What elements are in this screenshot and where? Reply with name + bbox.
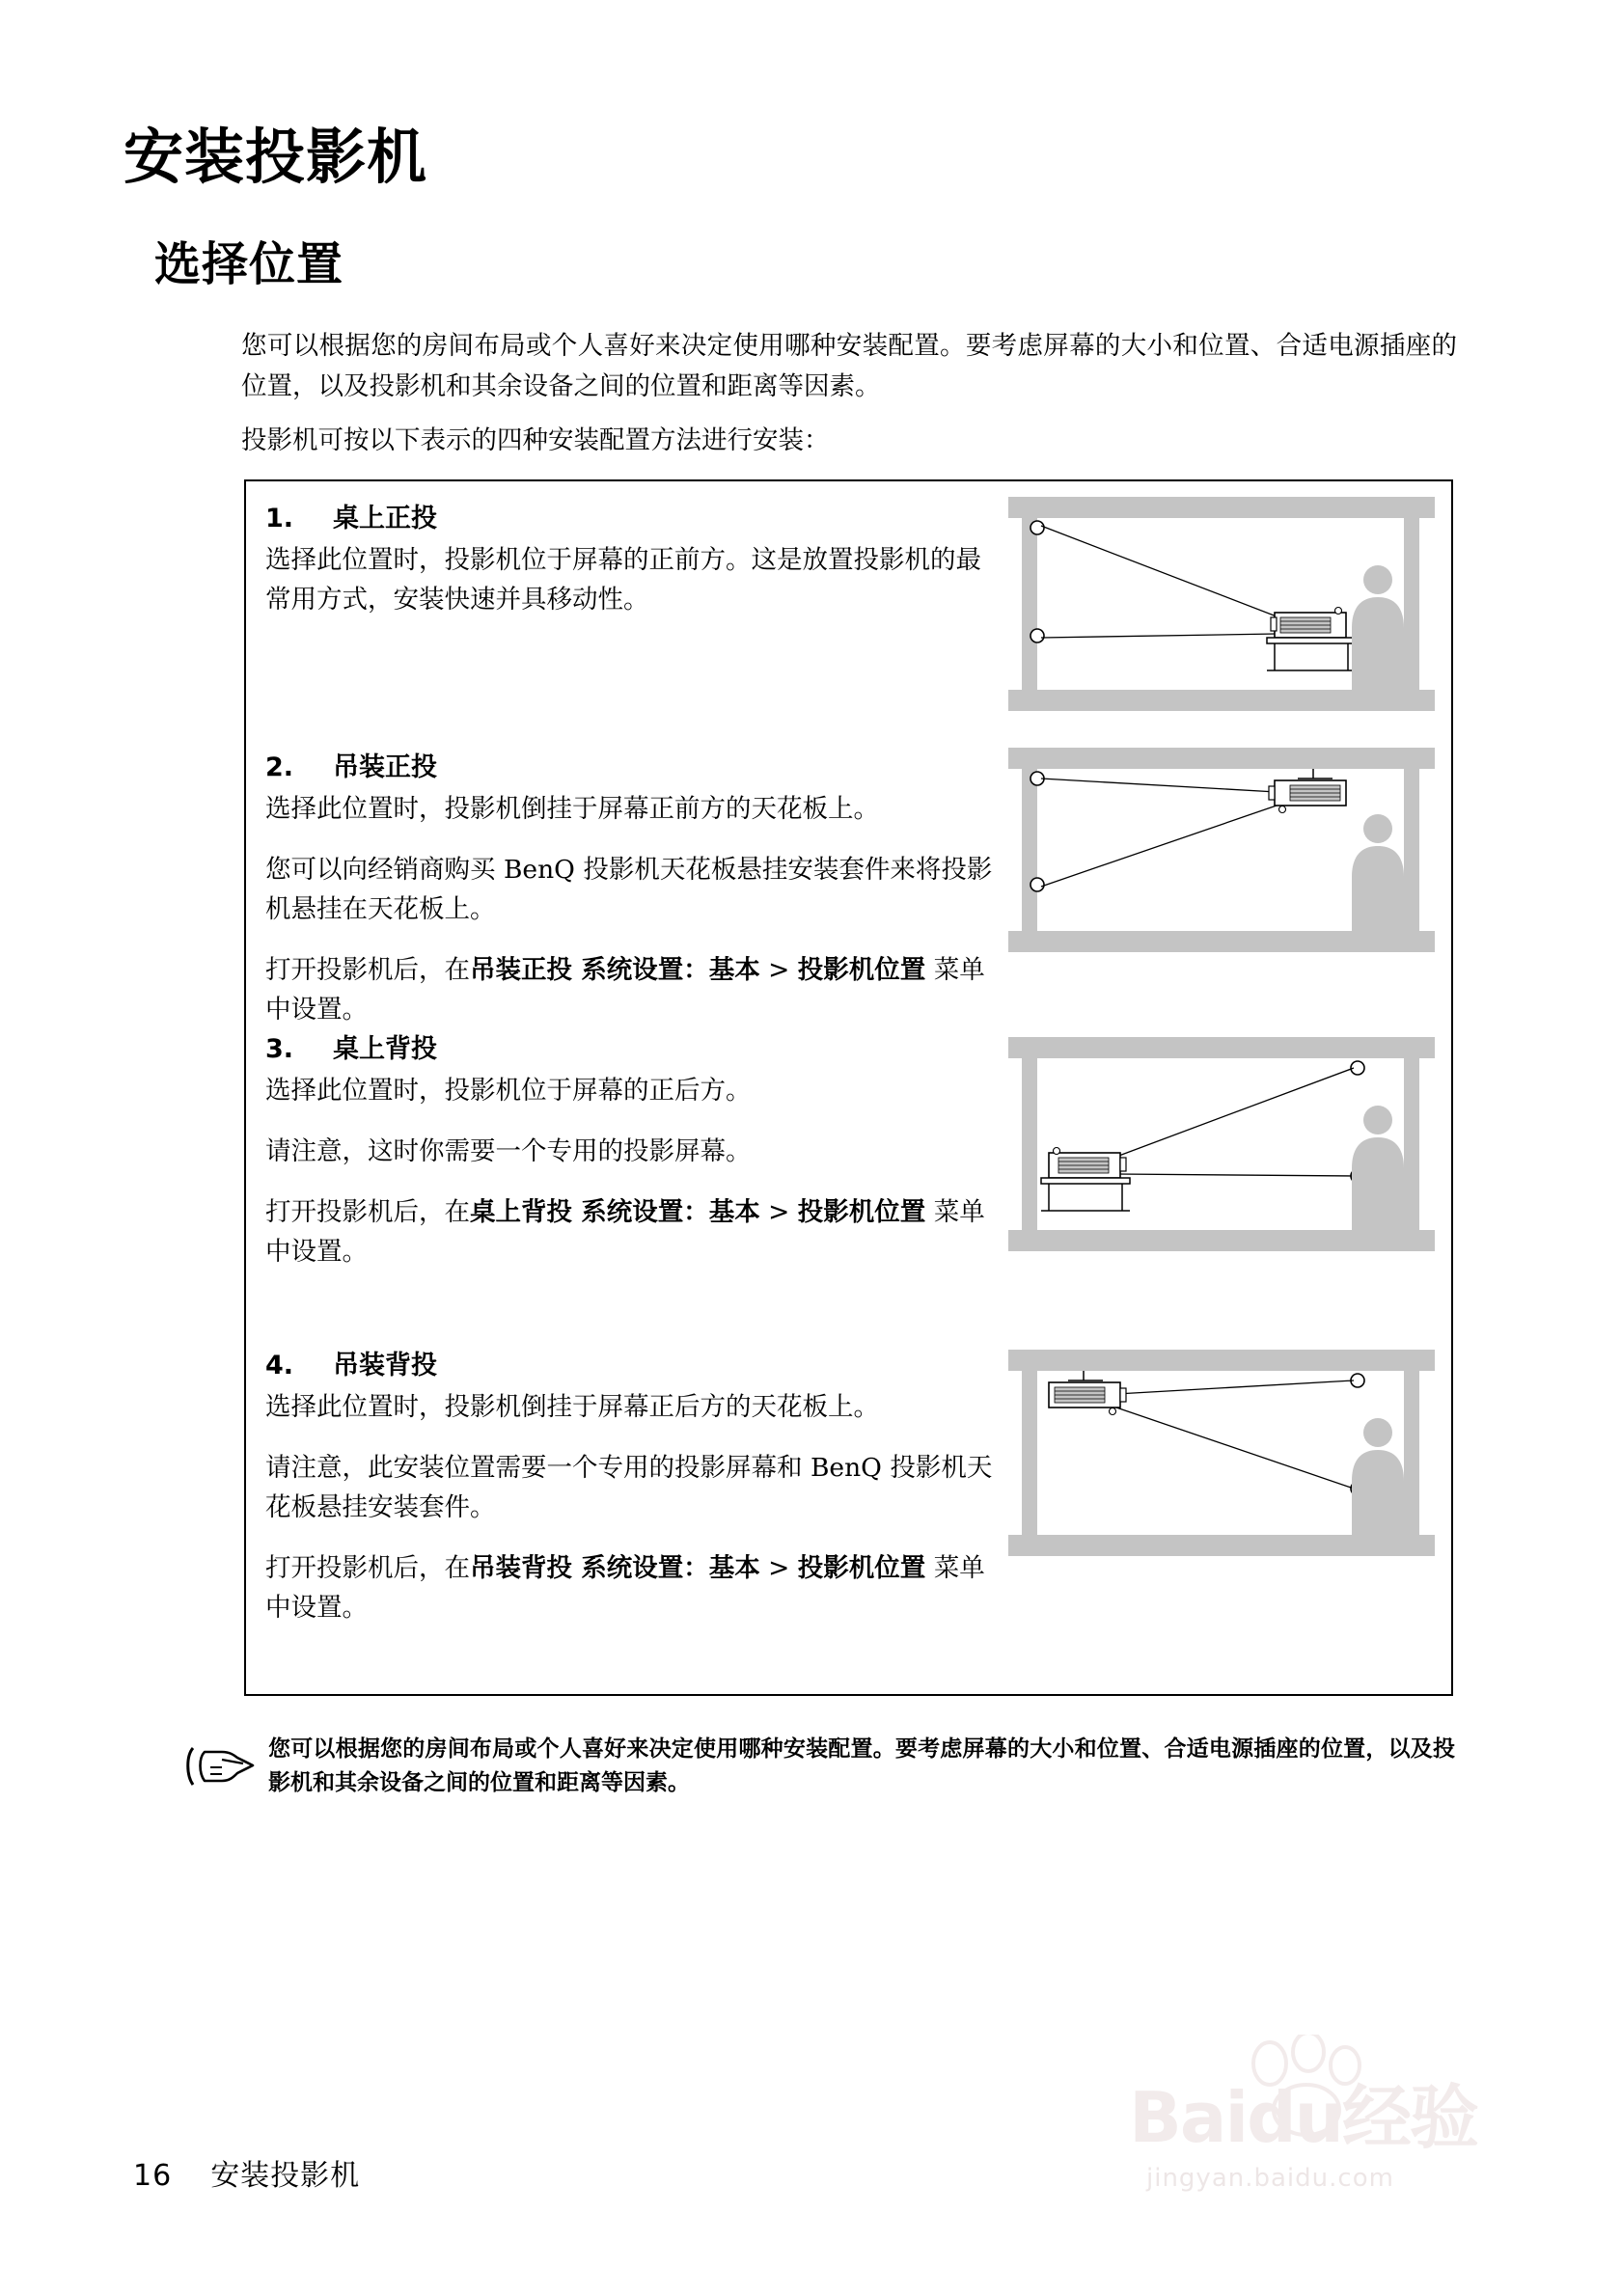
desktop-front-projection-icon: [1008, 491, 1435, 723]
option-2-number: 2.: [265, 752, 294, 782]
pointing-hand-icon: [183, 1740, 257, 1790]
table-row: [246, 1323, 1451, 1694]
desktop-rear-projection-icon: [1008, 1031, 1435, 1263]
table-row: [246, 481, 1451, 734]
option-3-heading: 3. 桌上背投: [265, 1029, 999, 1069]
watermark: [1119, 2040, 1573, 2214]
paw-print-icon: [1237, 2035, 1382, 2141]
intro-paragraph-1: 您可以根据您的房间布局或个人喜好来决定使用哪种安装配置。要考虑屏幕的大小和位置、合适电源插座的位置，以及投影机和其余设备之间的位置和距离等因素。: [241, 331, 1457, 401]
option-2-paragraph-1: 选择此位置时，投影机倒挂于屏幕正前方的天花板上。: [265, 794, 879, 824]
option-4-number: 4.: [265, 1351, 294, 1380]
watermark-main-text: Baidu经验: [1129, 2077, 1477, 2158]
option-2-paragraph-2: 您可以向经销商购买 BenQ 投影机天花板悬挂安装套件来将投影机悬挂在天花板上。: [265, 855, 993, 924]
section-title: 选择位置: [154, 237, 344, 291]
option-3-menu-path: 打开投影机后，在桌上背投 系统设置：基本 > 投影机位置 菜单中设置。: [265, 1197, 985, 1267]
option-3-number: 3.: [265, 1034, 294, 1064]
option-4-paragraph-1: 选择此位置时，投影机倒挂于屏幕正后方的天花板上。: [265, 1392, 879, 1422]
option-4-paragraph-2: 请注意，此安装位置需要一个专用的投影屏幕和 BenQ 投影机天花板悬挂安装套件。: [265, 1453, 993, 1522]
table-row: [246, 1014, 1451, 1323]
option-1-number: 1.: [265, 504, 294, 533]
option-2-figure: [1008, 742, 1433, 964]
option-2-menu-path: 打开投影机后，在吊装正投 系统设置：基本 > 投影机位置 菜单中设置。: [265, 955, 985, 1025]
ceiling-front-projection-icon: [1008, 742, 1435, 964]
option-1-paragraph: 选择此位置时，投影机位于屏幕的正前方。这是放置投影机的最常用方式，安装快速并具移动性。: [265, 545, 981, 615]
footer-chapter: 安装投影机: [210, 2159, 361, 2193]
option-3-text: [265, 1029, 999, 1271]
option-3-figure: [1008, 1031, 1433, 1263]
option-3-paragraph-1: 选择此位置时，投影机位于屏幕的正后方。: [265, 1076, 752, 1106]
option-2-text: [265, 748, 999, 1029]
intro-paragraph-2: 投影机可按以下表示的四种安装配置方法进行安装：: [241, 425, 830, 455]
option-2-heading: 2. 吊装正投: [265, 748, 999, 787]
option-1-figure: [1008, 491, 1433, 723]
installation-options-table: [244, 479, 1453, 1696]
ceiling-rear-projection-icon: [1008, 1344, 1435, 1568]
option-4-heading: 4. 吊装背投: [265, 1346, 999, 1385]
option-1-text: [265, 499, 999, 619]
option-4-figure: [1008, 1344, 1433, 1568]
option-4-text: [265, 1346, 999, 1627]
note-text: 您可以根据您的房间布局或个人喜好来决定使用哪种安装配置。要考虑屏幕的大小和位置、合适电源插座的位置，以及投影机和其余设备之间的位置和距离等因素。: [268, 1736, 1455, 1795]
page-title: 安装投影机: [124, 122, 428, 192]
page-footer: [133, 2151, 360, 2194]
option-3-paragraph-2: 请注意，这时你需要一个专用的投影屏幕。: [265, 1136, 752, 1166]
footer-page-number: 16: [133, 2159, 173, 2193]
option-1-heading: 1. 桌上正投: [265, 499, 999, 538]
option-4-menu-path: 打开投影机后，在吊装背投 系统设置：基本 > 投影机位置 菜单中设置。: [265, 1553, 985, 1623]
watermark-sub-text: jingyan.baidu.com: [1146, 2164, 1394, 2193]
table-row: [246, 734, 1451, 1025]
